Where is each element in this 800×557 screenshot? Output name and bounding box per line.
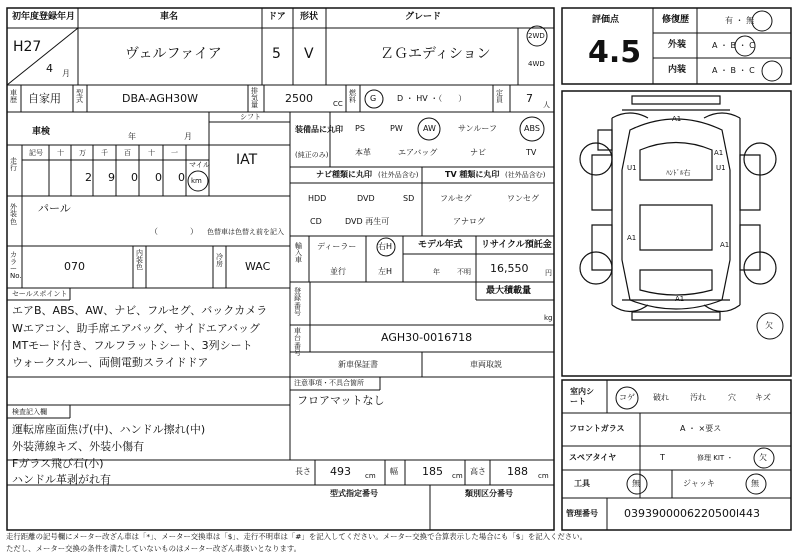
model-year-unit: 年	[433, 268, 440, 276]
displacement-unit: CC	[333, 100, 343, 108]
grade-label: グレード	[405, 12, 442, 22]
equip-sunroof: サンルーフ	[458, 124, 497, 133]
inspection-year-unit: 年	[128, 132, 136, 141]
capacity-label: 定員	[496, 89, 503, 104]
tv-fullseg: フルセグ	[440, 194, 472, 203]
width-label: 幅	[390, 467, 398, 476]
import-parallel: 並行	[330, 267, 346, 276]
footer-line-2: ただし、メーター交換の条件を満たしていないものはメーター改ざん車扱いとなります。	[6, 544, 302, 553]
model-year-unknown: 不明	[457, 268, 471, 276]
drive-2wd: 2WD	[528, 32, 545, 40]
warranty-label: 新車保証書	[338, 360, 378, 369]
first-reg-label: 初年度登録年月	[12, 12, 76, 22]
dmg-center-label: ﾊﾝﾄﾞﾙ右	[666, 169, 691, 177]
jack-value: 無	[751, 479, 759, 488]
equip-ps: PS	[355, 124, 365, 133]
inspector-note-1: 運転席座面焦げ(中)、ハンドル擦れ(中)	[12, 423, 206, 436]
unit-label-4: 十	[148, 149, 155, 157]
body-shape: V	[304, 46, 314, 62]
door-count: 5	[272, 46, 281, 62]
spare-none: 欠	[759, 453, 767, 462]
tools-value: 無	[632, 479, 640, 488]
mileage-digit-3: 0	[131, 171, 138, 184]
fuel-label: 燃料	[349, 89, 356, 104]
tv-sub: (社外品含む)	[505, 171, 546, 179]
height-value: 188	[507, 465, 528, 478]
equip-navi: ナビ	[470, 148, 486, 157]
height-unit: cm	[538, 472, 549, 480]
width-unit: cm	[452, 472, 463, 480]
shift-label: シフト	[240, 113, 261, 121]
interior-seat-label: 室内シート	[570, 387, 594, 406]
max-load-unit: kg	[544, 314, 553, 322]
color-no-value: 070	[64, 260, 85, 273]
color-no-label: カラーNo.	[10, 251, 22, 280]
fuel-options: D ・ HV ・（ ）	[397, 94, 467, 103]
length-value: 493	[330, 465, 351, 478]
import-left-h: 左H	[378, 267, 393, 276]
ac-value: WAC	[245, 260, 271, 273]
model-value: DBA-AGH30W	[122, 92, 199, 105]
length-label: 長さ	[295, 467, 311, 476]
seat-tear: 破れ	[653, 393, 669, 402]
shift-value: IAT	[236, 152, 258, 168]
tv-analog: アナログ	[453, 217, 485, 226]
windshield-label: フロントガラス	[569, 424, 625, 433]
dmg-a1-rear: A1	[675, 295, 685, 303]
navi-sd: SD	[403, 194, 415, 203]
spare-label: スペアタイヤ	[569, 453, 617, 462]
inspector-note-4: ハンドル革剥がれ有	[12, 473, 111, 486]
exterior-options: A ・ B ・ C	[712, 41, 755, 50]
max-load-label: 最大積載量	[486, 286, 532, 296]
mileage-digit-2: 9	[108, 171, 115, 184]
door-label: ドア	[268, 12, 286, 22]
inspection-label: 車検	[32, 127, 51, 137]
car-name: ヴェルファイア	[125, 46, 222, 62]
seat-scratch: キズ	[755, 393, 771, 402]
inspector-note-3: Fガラス飛び石(小)	[12, 457, 104, 470]
dmg-a1-top: A1	[672, 115, 682, 123]
color-label: 外装色	[10, 203, 17, 226]
navi-hdd: HDD	[308, 194, 327, 203]
interior-label: 内装	[668, 65, 687, 75]
km-label: km	[191, 177, 202, 185]
import-right-h: 右H	[378, 242, 393, 251]
spare-kit: 修理 KIT ・	[697, 454, 734, 462]
sales-point-1: エアB、ABS、AW、ナビ、フルセグ、バックカメラ	[12, 304, 268, 317]
model-label: 型式	[76, 89, 83, 104]
shape-label: 形状	[300, 12, 319, 22]
dmg-u1-left: U1	[627, 164, 637, 172]
grade: ＺＧエディション	[380, 46, 491, 62]
recycle-unit: 円	[545, 269, 552, 277]
color-paren: （ ）	[150, 227, 198, 236]
car-diagram	[580, 96, 776, 320]
mileage-digit-1: 2	[85, 171, 92, 184]
sales-point-4: ウォークスルー、両側電動スライドドア	[12, 356, 209, 369]
mileage-label: 走行	[10, 157, 17, 172]
plate-label: 登録番号	[294, 287, 301, 318]
first-reg-month-unit: 月	[62, 69, 70, 78]
chassis-value: AGH30-0016718	[381, 331, 473, 344]
management-value: 0393900006220500l443	[624, 507, 761, 520]
dmg-missing: 欠	[765, 321, 773, 330]
unit-label-0: 十	[57, 149, 64, 157]
equip-leather: 本革	[355, 148, 371, 157]
navi-label: ナビ種類に丸印	[316, 170, 372, 179]
color-note: 色替車は色替え前を記入	[207, 228, 284, 236]
dmg-u1-right: U1	[716, 164, 726, 172]
seat-burn: コゲ	[619, 393, 635, 402]
length-unit: cm	[365, 472, 376, 480]
equipment-sub: (純正のみ)	[295, 151, 329, 159]
equip-abs: ABS	[524, 124, 540, 133]
navi-sub: (社外品含む)	[378, 171, 419, 179]
dmg-a1-right2: A1	[720, 241, 730, 249]
mileage-digit-4: 0	[155, 171, 162, 184]
equip-airbag: エアバッグ	[398, 148, 438, 157]
equipment-label: 装備品に丸印	[295, 125, 343, 134]
windshield-value: A ・ ×要ス	[680, 424, 722, 433]
import-dealer: ディーラー	[317, 242, 357, 251]
import-label: 輸入車	[295, 242, 302, 264]
tv-label: TV 種類に丸印	[445, 170, 500, 179]
car-name-label: 車名	[160, 12, 179, 22]
navi-dvd: DVD	[357, 194, 375, 203]
height-label: 高さ	[470, 467, 486, 476]
seat-stain: 汚れ	[690, 393, 706, 402]
dmg-a1-right: A1	[714, 149, 724, 157]
width-value: 185	[422, 465, 443, 478]
equip-pw: PW	[390, 124, 403, 133]
drive-4wd: 4WD	[528, 60, 545, 68]
interior-options: A ・ B ・ C	[712, 66, 755, 75]
inspection-month-unit: 月	[184, 132, 192, 141]
sales-points-label: セールスポイント	[12, 290, 68, 298]
score-value: 4.5	[588, 35, 642, 70]
mileage-digit-5: 0	[178, 171, 185, 184]
score-label: 評価点	[592, 15, 620, 25]
exterior-label: 外装	[668, 40, 687, 50]
footer-line-1: 走行距離の記号欄にメーター改ざん車は「*」、メーター交換車は「$」、走行不明車は「#」を記入してください。メーター交換で合算表示した場合にも「$」を記入ください。	[6, 532, 587, 541]
dmg-a1-left: A1	[627, 234, 637, 242]
seat-hole: 穴	[728, 393, 736, 402]
interior-color-label: 内装色	[136, 249, 143, 271]
equip-aw: AW	[423, 124, 436, 133]
unit-label-1: 万	[79, 149, 86, 157]
unit-label-3: 百	[124, 149, 131, 157]
notes-text: フロアマットなし	[297, 394, 385, 407]
mile-label: マイル	[189, 161, 210, 169]
recycle-value: 16,550	[490, 262, 529, 275]
inspector-notes-label: 検査記入欄	[12, 408, 47, 416]
unit-label-5: 一	[171, 149, 178, 157]
unit-label-2: 千	[101, 149, 108, 157]
navi-cd: CD	[310, 217, 322, 226]
sales-point-3: MTモード付き、フルフラットシート、3列シート	[12, 339, 253, 352]
ac-label: 冷房	[216, 253, 223, 268]
spare-t: T	[660, 453, 665, 462]
first-reg-year: H27	[13, 39, 42, 55]
usage-label: 車歴	[10, 89, 17, 104]
tools-label: 工具	[574, 479, 590, 488]
capacity-value: 7	[526, 92, 533, 105]
management-label: 管理番号	[566, 509, 598, 518]
equip-tv: TV	[526, 148, 537, 157]
repair-options: 有 ・ 無	[725, 16, 755, 25]
repair-label: 修復歴	[662, 15, 690, 25]
inspector-note-2: 外装薄線キズ、外装小傷有	[12, 440, 145, 453]
recycle-label: リサイクル預託金	[481, 240, 552, 250]
type-designation-label: 型式指定番号	[330, 489, 378, 498]
manual-label: 車両取説	[470, 360, 502, 369]
displacement-label: 排気量	[251, 87, 258, 109]
color-value: パール	[38, 202, 71, 215]
notes-label: 注意事項・不具合箇所	[294, 379, 364, 387]
first-reg-month: 4	[46, 62, 53, 75]
chassis-label: 車台番号	[294, 327, 301, 358]
category-label: 類別区分番号	[465, 489, 513, 498]
displacement-value: 2500	[285, 92, 313, 105]
mileage-symbol-label: 記号	[29, 149, 43, 157]
tv-oneseg: ワンセグ	[507, 194, 539, 203]
sales-point-2: Wエアコン、助手席エアバッグ、サイドエアバッグ	[12, 322, 261, 335]
model-year-label: モデル年式	[418, 240, 463, 250]
fuel-g: G	[370, 94, 377, 103]
capacity-unit: 人	[543, 101, 550, 109]
usage-value: 自家用	[28, 92, 61, 105]
navi-dvd-play: DVD 再生可	[345, 217, 390, 226]
jack-label: ジャッキ	[683, 479, 715, 488]
